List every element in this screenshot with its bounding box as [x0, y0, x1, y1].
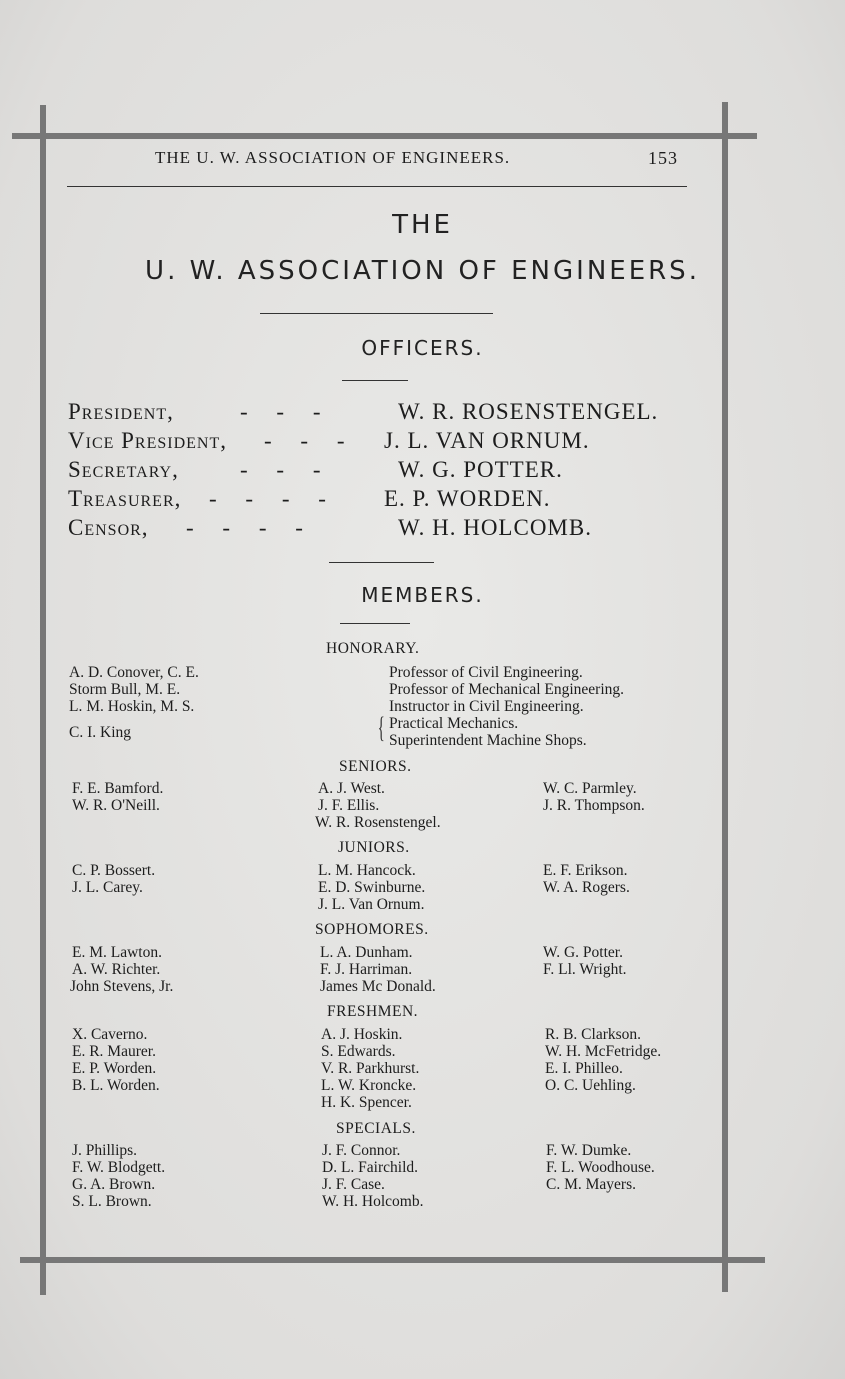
honorary-positions: [389, 664, 624, 715]
officer-name: W. R. ROSENSTENGEL.: [398, 399, 659, 424]
member-name: J. F. Connor.: [322, 1142, 401, 1159]
member-name: W. H. Holcomb.: [322, 1193, 424, 1210]
honorary-position: Superintendent Machine Shops.: [389, 732, 587, 749]
officer-row-treasurer: [68, 486, 708, 516]
seniors-middle: [315, 780, 441, 831]
honorary-position: Instructor in Civil Engineering.: [389, 698, 584, 715]
member-name: E. F. Erikson.: [543, 862, 628, 879]
member-name: James Mc Donald.: [320, 978, 436, 995]
leader-dashes: - - -: [240, 457, 321, 482]
member-name: L. M. Hancock.: [318, 862, 416, 879]
member-name: A. W. Richter.: [72, 961, 161, 978]
member-name: A. J. West.: [318, 780, 385, 797]
member-name: X. Caverno.: [72, 1026, 148, 1043]
leader-dashes: - - - -: [209, 486, 326, 511]
specials-right: [546, 1142, 655, 1193]
member-name: H. K. Spencer.: [321, 1094, 412, 1111]
members-rule: [340, 623, 410, 624]
member-name: F. E. Bamford.: [72, 780, 164, 797]
officer-row-secretary: [68, 457, 708, 487]
member-name: J. L. Carey.: [72, 879, 143, 896]
member-name: V. R. Parkhurst.: [321, 1060, 420, 1077]
member-name: C. M. Mayers.: [546, 1176, 636, 1193]
frame-top-rule: [12, 133, 757, 139]
honorary-king-positions: [389, 715, 587, 749]
member-name: R. B. Clarkson.: [545, 1026, 642, 1043]
sophomores-middle: [320, 944, 436, 995]
frame-bottom-rule: [20, 1257, 765, 1263]
seniors-left: [72, 780, 163, 814]
class-title-sophomores: SOPHOMORES.: [315, 921, 429, 938]
member-name: E. I. Philleo.: [545, 1060, 623, 1077]
member-name: John Stevens, Jr.: [70, 978, 174, 995]
members-title: MEMBERS.: [361, 583, 484, 607]
honorary-position: Practical Mechanics.: [389, 715, 519, 732]
juniors-right: [543, 862, 630, 896]
officer-name: E. P. WORDEN.: [384, 486, 551, 511]
officers-rule: [342, 380, 408, 381]
officer-role: President,: [68, 399, 174, 424]
member-name: F. Ll. Wright.: [543, 961, 627, 978]
member-name: W. A. Rogers.: [543, 879, 630, 896]
juniors-left: [72, 862, 155, 896]
officer-name: W. H. HOLCOMB.: [398, 515, 592, 540]
member-name: F. W. Blodgett.: [72, 1159, 166, 1176]
class-title-juniors: JUNIORS.: [338, 839, 410, 856]
member-name: S. Edwards.: [321, 1043, 396, 1060]
member-name: J. F. Ellis.: [318, 797, 380, 814]
member-name: F. W. Dumke.: [546, 1142, 632, 1159]
member-name: C. P. Bossert.: [72, 862, 156, 879]
member-name: S. L. Brown.: [72, 1193, 152, 1210]
officer-role: Treasurer,: [68, 486, 182, 511]
sophomores-right: [543, 944, 627, 978]
member-name: O. C. Uehling.: [545, 1077, 636, 1094]
class-title-freshmen: FRESHMEN.: [327, 1003, 419, 1020]
specials-middle: [322, 1142, 423, 1210]
freshmen-middle: [321, 1026, 419, 1111]
officer-row-censor: [68, 515, 708, 545]
honorary-name: C. I. King: [69, 724, 131, 741]
member-name: W. R. O'Neill.: [72, 797, 160, 814]
heading-line2: U. W. ASSOCIATION OF ENGINEERS.: [145, 256, 700, 286]
member-name: D. L. Fairchild.: [322, 1159, 418, 1176]
officer-role: Censor,: [68, 515, 149, 540]
seniors-right: [543, 780, 645, 814]
officer-row-president: [68, 399, 708, 429]
member-name: J. L. Van Ornum.: [318, 896, 425, 913]
officer-name: W. G. POTTER.: [398, 457, 563, 482]
running-head: [0, 148, 845, 176]
specials-left: [72, 1142, 165, 1210]
honorary-names: [69, 664, 199, 715]
member-name: F. L. Woodhouse.: [546, 1159, 655, 1176]
officer-row-vice-president: [68, 428, 708, 458]
member-name: E. R. Maurer.: [72, 1043, 156, 1060]
member-name: W. G. Potter.: [543, 944, 623, 961]
member-name: W. R. Rosenstengel.: [315, 814, 441, 831]
leader-dashes: - - -: [264, 428, 345, 453]
brace-symbol: {: [377, 711, 385, 744]
member-name: W. C. Parmley.: [543, 780, 637, 797]
member-name: F. J. Harriman.: [320, 961, 413, 978]
member-name: E. D. Swinburne.: [318, 879, 426, 896]
honorary-name: A. D. Conover, C. E.: [69, 664, 199, 681]
freshmen-left: [72, 1026, 160, 1094]
honorary-position: Professor of Mechanical Engineering.: [389, 681, 625, 698]
honorary-name: Storm Bull, M. E.: [69, 681, 181, 698]
officers-title: OFFICERS.: [361, 336, 484, 360]
members-divider-rule: [329, 562, 434, 563]
member-name: L. A. Dunham.: [320, 944, 413, 961]
honorary-name: L. M. Hoskin, M. S.: [69, 698, 195, 715]
honorary-position: Professor of Civil Engineering.: [389, 664, 583, 681]
member-name: J. R. Thompson.: [543, 797, 645, 814]
officer-name: J. L. VAN ORNUM.: [384, 428, 590, 453]
member-name: A. J. Hoskin.: [321, 1026, 403, 1043]
leader-dashes: - - -: [240, 399, 321, 424]
member-name: W. H. McFetridge.: [545, 1043, 662, 1060]
class-title-seniors: SENIORS.: [339, 758, 412, 775]
member-name: E. M. Lawton.: [72, 944, 162, 961]
page-number: 153: [648, 148, 678, 168]
running-head-title: THE U. W. ASSOCIATION OF ENGINEERS.: [155, 148, 511, 167]
member-name: E. P. Worden.: [72, 1060, 157, 1077]
running-head-rule: [67, 186, 687, 187]
member-name: J. Phillips.: [72, 1142, 138, 1159]
officer-role: Vice President,: [68, 428, 228, 453]
heading-rule: [260, 313, 493, 314]
heading-line1: THE: [392, 210, 453, 240]
freshmen-right: [545, 1026, 661, 1094]
member-name: L. W. Kroncke.: [321, 1077, 417, 1094]
honorary-title: HONORARY.: [326, 640, 420, 657]
class-title-specials: SPECIALS.: [336, 1120, 416, 1137]
sophomores-left: [72, 944, 173, 995]
leader-dashes: - - - -: [186, 515, 303, 540]
juniors-middle: [318, 862, 425, 913]
officer-role: Secretary,: [68, 457, 179, 482]
honorary-king-name: [69, 724, 131, 741]
member-name: G. A. Brown.: [72, 1176, 156, 1193]
member-name: J. F. Case.: [322, 1176, 385, 1193]
member-name: B. L. Worden.: [72, 1077, 160, 1094]
